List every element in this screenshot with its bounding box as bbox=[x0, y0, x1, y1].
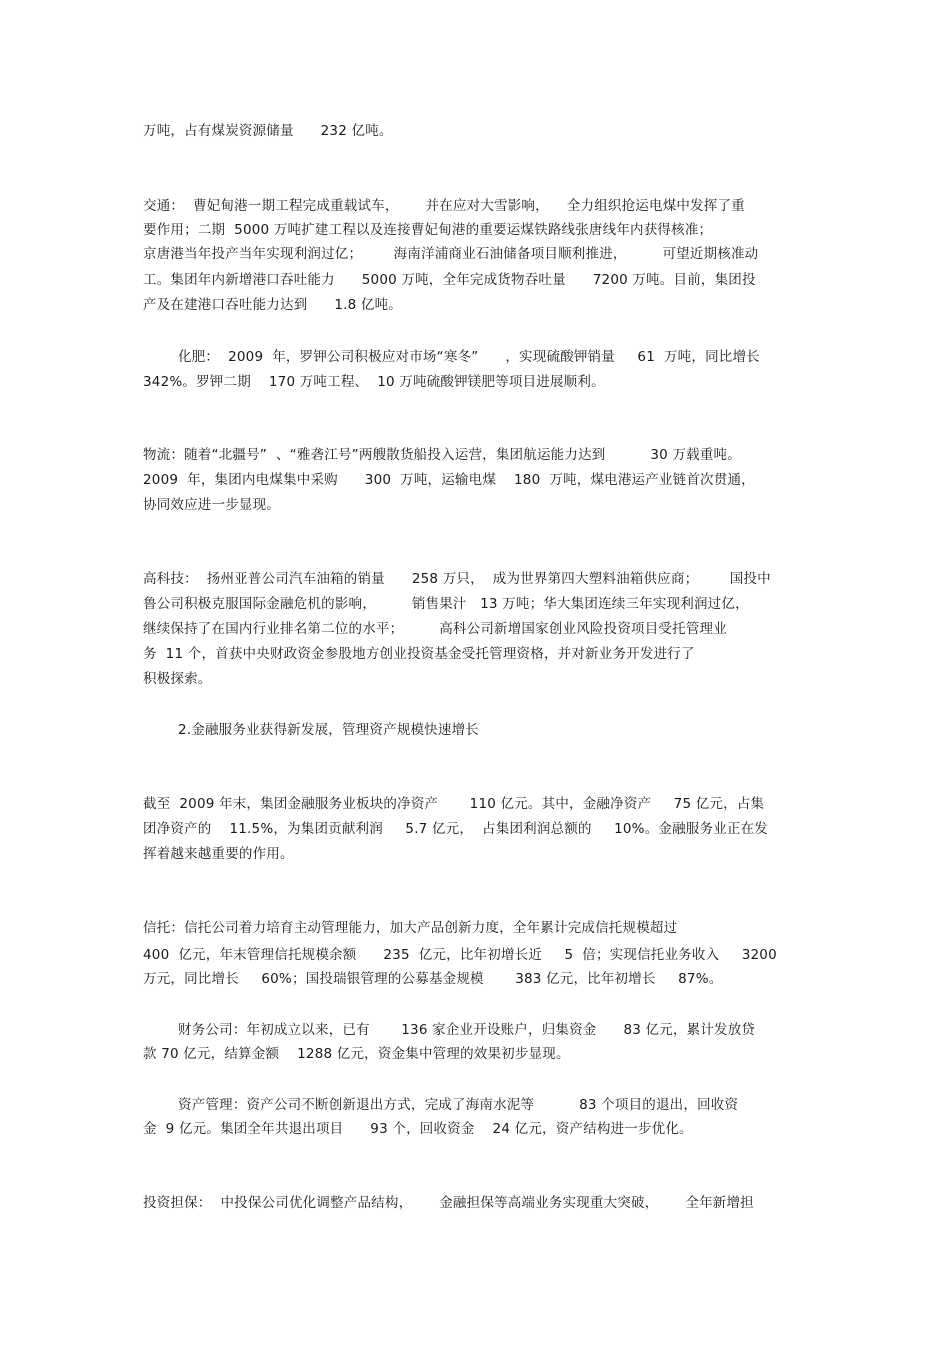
text-line: 继续保持了在国内行业排名第二位的水平； 高科公司新增国家创业风险投资项目受托管理业 bbox=[143, 621, 727, 637]
text-line: 资产管理：资产公司不断创新退出方式，完成了海南水泥等 83 个项目的退出，回收资 bbox=[178, 1097, 739, 1113]
text-line: 鲁公司积极克服国际金融危机的影响， 销售果汁 13 万吨；华大集团连续三年实现利润过亿， bbox=[143, 596, 749, 612]
text-line: 截至 2009 年末，集团金融服务业板块的净资产 110 亿元。其中，金融净资产 75 亿元，占集 bbox=[143, 796, 765, 812]
text-line: 高科技： 扬州亚普公司汽车油箱的销量 258 万只， 成为世界第四大塑料油箱供应商； 国投中 bbox=[143, 571, 771, 587]
text-line: 金 9 亿元。集团全年共退出项目 93 个，回收资金 24 亿元，资产结构进一步优化。 bbox=[143, 1121, 693, 1137]
text-line: 化肥： 2009 年，罗钾公司积极应对市场“寒冬” ，实现硫酸钾销量 61 万吨，同比增长 bbox=[178, 349, 760, 365]
text-line: 财务公司：年初成立以来，已有 136 家企业开设账户，归集资金 83 亿元，累计发放贷 bbox=[178, 1022, 756, 1038]
text-line: 400 亿元，年末管理信托规模余额 235 亿元，比年初增长近 5 倍；实现信托业务收入 3200 bbox=[143, 947, 777, 963]
text-line: 信托：信托公司着力培育主动管理能力，加大产品创新力度，全年累计完成信托规模超过 bbox=[143, 920, 678, 936]
text-line: 交通： 曹妃甸港一期工程完成重载试车， 并在应对大雪影响， 全力组织抢运电煤中发挥了重 bbox=[143, 198, 745, 214]
text-line: 万元，同比增长 60%；国投瑞银管理的公募基金规模 383 亿元，比年初增长 87%。 bbox=[143, 971, 723, 987]
text-line: 积极探索。 bbox=[143, 671, 212, 687]
text-line: 投资担保： 中投保公司优化调整产品结构， 金融担保等高端业务实现重大突破， 全年新增担 bbox=[143, 1195, 754, 1211]
text-line: 京唐港当年投产当年实现利润过亿； 海南洋浦商业石油储备项目顺利推进， 可望近期核准动 bbox=[143, 246, 759, 262]
text-line: 2009 年，集团内电煤集中采购 300 万吨，运输电煤 180 万吨，煤电港运产业链首次贯通， bbox=[143, 472, 755, 488]
text-line: 万吨，占有煤炭资源储量 232 亿吨。 bbox=[143, 123, 393, 139]
text-line: 协同效应进一步显现。 bbox=[143, 497, 280, 513]
text-line: 物流：随着“北疆号” 、“雅砻江号”两艘散货船投入运营，集团航运能力达到 30 万载重吨。 bbox=[143, 447, 741, 463]
text-line: 务 11 个，首获中央财政资金参股地方创业投资基金受托管理资格，并对新业务开发进行了 bbox=[143, 646, 695, 662]
text-line: 要作用；二期 5000 万吨扩建工程以及连接曹妃甸港的重要运煤铁路线张唐线年内获得核准； bbox=[143, 222, 713, 238]
text-line: 产及在建港口吞吐能力达到 1.8 亿吨。 bbox=[143, 297, 403, 313]
text-line: 工。集团年内新增港口吞吐能力 5000 万吨，全年完成货物吞吐量 7200 万吨。目前，集团投 bbox=[143, 272, 756, 288]
text-line: 342%。罗钾二期 170 万吨工程、 10 万吨硫酸钾镁肥等项目进展顺利。 bbox=[143, 374, 605, 390]
text-line: 团净资产的 11.5%，为集团贡献利润 5.7 亿元， 占集团利润总额的 10%。金融服务业正在发 bbox=[143, 821, 769, 837]
text-line: 款 70 亿元，结算金额 1288 亿元，资金集中管理的效果初步显现。 bbox=[143, 1046, 570, 1062]
text-line: 挥着越来越重要的作用。 bbox=[143, 846, 294, 862]
section-heading: 2.金融服务业获得新发展，管理资产规模快速增长 bbox=[178, 722, 479, 738]
